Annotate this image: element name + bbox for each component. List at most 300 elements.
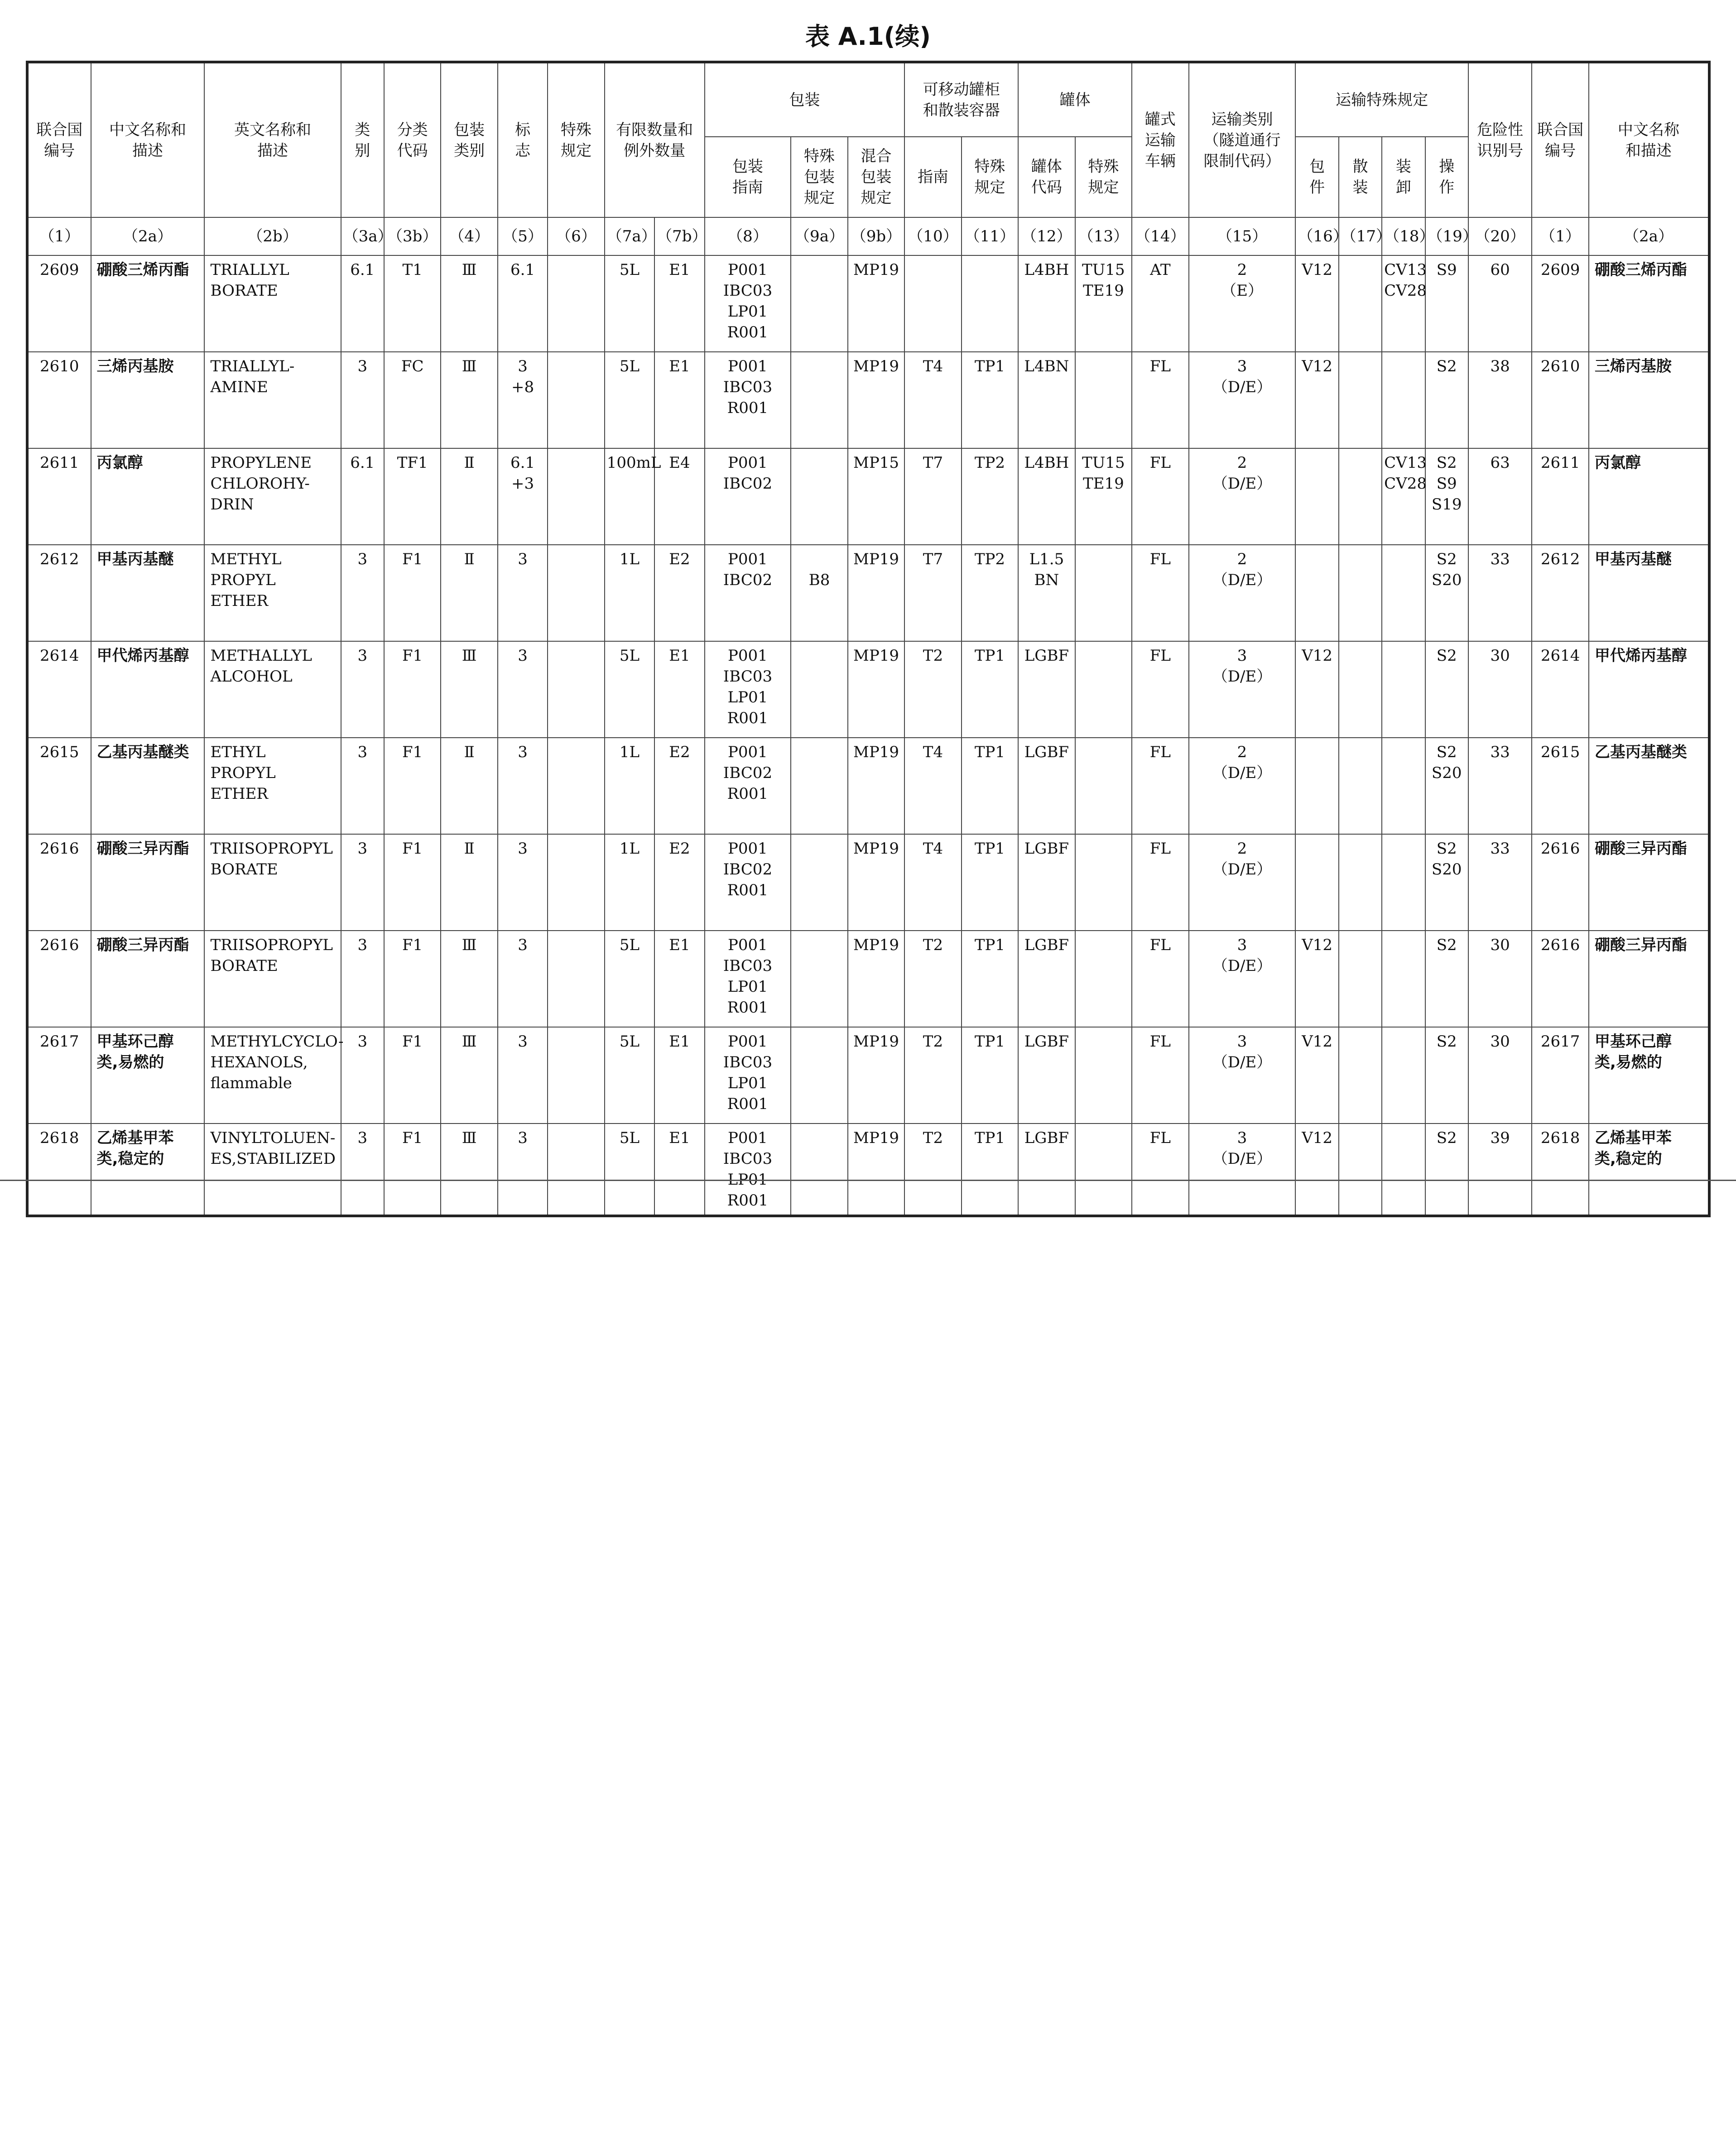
cell-excepted-quantity: E2 — [654, 545, 704, 641]
cell-mixed-packing: MP19 — [848, 738, 904, 834]
cell-bulk — [1339, 255, 1382, 352]
cell-labels: 3 — [498, 931, 548, 1027]
cell-name-cn: 甲基环己醇 类,易燃的 — [91, 1027, 205, 1124]
column-number: （11） — [962, 217, 1018, 255]
cell-special-provisions — [548, 1124, 604, 1216]
cell-operation: S2 — [1425, 352, 1468, 448]
cell-class: 6.1 — [341, 448, 384, 545]
cell-name-cn-2: 乙烯基甲苯 类,稳定的 — [1589, 1124, 1709, 1216]
cell-tank-special — [1075, 1027, 1132, 1124]
header-packaging: 包装 — [705, 62, 905, 137]
cell-operation: S2 — [1425, 641, 1468, 738]
cell-name-en: METHYL PROPYL ETHER — [204, 545, 341, 641]
cell-name-en: TRIISOPROPYL BORATE — [204, 834, 341, 931]
cell-excepted-quantity: E1 — [654, 1027, 704, 1124]
cell-portable-tank-special: TP1 — [962, 641, 1018, 738]
cell-un-no: 2616 — [27, 931, 91, 1027]
cell-tank-code: LGBF — [1018, 738, 1075, 834]
cell-transport-category: 3 （D/E） — [1189, 1124, 1296, 1216]
cell-labels: 3 — [498, 1124, 548, 1216]
cell-packages: V12 — [1295, 1027, 1338, 1124]
cell-special-provisions — [548, 352, 604, 448]
cell-tank-code: L4BN — [1018, 352, 1075, 448]
cell-limited-quantity: 5L — [605, 1027, 654, 1124]
cell-un-no: 2618 — [27, 1124, 91, 1216]
cell-tank-code: L4BH — [1018, 255, 1075, 352]
cell-un-no: 2611 — [27, 448, 91, 545]
cell-portable-tank-instructions: T2 — [904, 641, 961, 738]
cell-packing-instructions: P001 IBC02 R001 — [705, 834, 791, 931]
table-body — [27, 255, 1709, 1216]
cell-packing-group: Ⅲ — [441, 931, 497, 1027]
cell-bulk — [1339, 1027, 1382, 1124]
cell-un-no: 2617 — [27, 1027, 91, 1124]
cell-packing-group: Ⅱ — [441, 834, 497, 931]
cell-special-packing — [791, 1124, 847, 1216]
cell-tank-vehicle: FL — [1132, 1027, 1188, 1124]
cell-name-cn: 硼酸三异丙酯 — [91, 834, 205, 931]
cell-name-cn-2: 硼酸三烯丙酯 — [1589, 255, 1709, 352]
table-row — [27, 1124, 1709, 1216]
cell-un-no-2: 2616 — [1532, 834, 1588, 931]
cell-class-code: FC — [384, 352, 441, 448]
cell-bulk — [1339, 352, 1382, 448]
cell-portable-tank-instructions — [904, 255, 961, 352]
cell-mixed-packing: MP19 — [848, 931, 904, 1027]
cell-tank-special: TU15 TE19 — [1075, 255, 1132, 352]
cell-packing-group: Ⅱ — [441, 448, 497, 545]
cell-mixed-packing: MP19 — [848, 1027, 904, 1124]
cell-tank-vehicle: FL — [1132, 1124, 1188, 1216]
column-number: （3a） — [341, 217, 384, 255]
cell-un-no: 2609 — [27, 255, 91, 352]
header-tank-special: 特殊 规定 — [962, 137, 1018, 217]
cell-hazard-id: 39 — [1468, 1124, 1532, 1216]
cell-portable-tank-instructions: T4 — [904, 738, 961, 834]
cell-limited-quantity: 5L — [605, 931, 654, 1027]
table-row — [27, 545, 1709, 641]
header-transport-category: 运输类别 （隧道通行 限制代码） — [1189, 62, 1296, 217]
page-bottom-rule — [0, 1180, 1736, 1181]
header-special-packing: 特殊 包装 规定 — [791, 137, 847, 217]
cell-loading — [1382, 641, 1425, 738]
cell-loading — [1382, 352, 1425, 448]
cell-packing-instructions: P001 IBC02 — [705, 545, 791, 641]
column-number: （1） — [1532, 217, 1588, 255]
cell-class-code: TF1 — [384, 448, 441, 545]
cell-bulk — [1339, 931, 1382, 1027]
cell-packing-instructions: P001 IBC02 — [705, 448, 791, 545]
cell-name-cn: 丙氯醇 — [91, 448, 205, 545]
cell-loading — [1382, 738, 1425, 834]
table-row — [27, 641, 1709, 738]
header-instructions: 指南 — [904, 137, 961, 217]
cell-tank-vehicle: FL — [1132, 641, 1188, 738]
cell-hazard-id: 30 — [1468, 641, 1532, 738]
cell-un-no: 2615 — [27, 738, 91, 834]
cell-class-code: F1 — [384, 1027, 441, 1124]
table-row — [27, 834, 1709, 931]
cell-excepted-quantity: E1 — [654, 1124, 704, 1216]
cell-special-provisions — [548, 641, 604, 738]
cell-special-packing — [791, 352, 847, 448]
cell-class-code: F1 — [384, 1124, 441, 1216]
header-un-no: 联合国 编号 — [27, 62, 91, 217]
cell-packages — [1295, 834, 1338, 931]
column-number: （13） — [1075, 217, 1132, 255]
cell-bulk — [1339, 834, 1382, 931]
cell-name-en: METHALLYL ALCOHOL — [204, 641, 341, 738]
cell-labels: 3 — [498, 738, 548, 834]
column-number: （16） — [1295, 217, 1338, 255]
cell-un-no-2: 2610 — [1532, 352, 1588, 448]
cell-tank-special — [1075, 545, 1132, 641]
cell-bulk — [1339, 545, 1382, 641]
cell-limited-quantity: 5L — [605, 352, 654, 448]
cell-name-cn: 硼酸三烯丙酯 — [91, 255, 205, 352]
cell-excepted-quantity: E2 — [654, 738, 704, 834]
header-packing-group: 包装 类别 — [441, 62, 497, 217]
cell-un-no-2: 2618 — [1532, 1124, 1588, 1216]
cell-tank-vehicle: FL — [1132, 448, 1188, 545]
cell-un-no: 2614 — [27, 641, 91, 738]
header-tank-special-2: 特殊 规定 — [1075, 137, 1132, 217]
column-number: （19） — [1425, 217, 1468, 255]
cell-packing-instructions: P001 IBC03 LP01 R001 — [705, 255, 791, 352]
header-special-provisions: 特殊 规定 — [548, 62, 604, 217]
cell-excepted-quantity: E4 — [654, 448, 704, 545]
cell-special-packing — [791, 448, 847, 545]
cell-tank-code: L4BH — [1018, 448, 1075, 545]
column-number: （2a） — [1589, 217, 1709, 255]
cell-portable-tank-special: TP1 — [962, 931, 1018, 1027]
cell-special-packing — [791, 931, 847, 1027]
cell-hazard-id: 30 — [1468, 931, 1532, 1027]
cell-hazard-id: 33 — [1468, 545, 1532, 641]
header-un-no-2: 联合国 编号 — [1532, 62, 1588, 217]
cell-packages: V12 — [1295, 641, 1338, 738]
cell-hazard-id: 38 — [1468, 352, 1532, 448]
cell-excepted-quantity: E2 — [654, 834, 704, 931]
cell-class: 6.1 — [341, 255, 384, 352]
cell-labels: 6.1 +3 — [498, 448, 548, 545]
cell-excepted-quantity: E1 — [654, 352, 704, 448]
column-number: （5） — [498, 217, 548, 255]
cell-operation: S9 — [1425, 255, 1468, 352]
cell-special-provisions — [548, 255, 604, 352]
cell-packing-instructions: P001 IBC03 LP01 R001 — [705, 1124, 791, 1216]
cell-transport-category: 2 （D/E） — [1189, 738, 1296, 834]
cell-portable-tank-special: TP1 — [962, 1124, 1018, 1216]
cell-packages: V12 — [1295, 352, 1338, 448]
cell-tank-special — [1075, 738, 1132, 834]
column-number: （15） — [1189, 217, 1296, 255]
cell-packing-group: Ⅱ — [441, 738, 497, 834]
cell-un-no-2: 2616 — [1532, 931, 1588, 1027]
cell-transport-category: 2 （D/E） — [1189, 834, 1296, 931]
table-row — [27, 448, 1709, 545]
cell-name-cn-2: 三烯丙基胺 — [1589, 352, 1709, 448]
cell-name-en: TRIISOPROPYL BORATE — [204, 931, 341, 1027]
cell-packages: V12 — [1295, 1124, 1338, 1216]
cell-hazard-id: 33 — [1468, 738, 1532, 834]
cell-transport-category: 3 （D/E） — [1189, 352, 1296, 448]
header-name-cn-2: 中文名称 和描述 — [1589, 62, 1709, 217]
cell-packages — [1295, 448, 1338, 545]
cell-tank-special — [1075, 1124, 1132, 1216]
cell-bulk — [1339, 641, 1382, 738]
cell-transport-category: 2 （D/E） — [1189, 448, 1296, 545]
cell-class: 3 — [341, 738, 384, 834]
cell-hazard-id: 33 — [1468, 834, 1532, 931]
cell-portable-tank-special — [962, 255, 1018, 352]
cell-tank-vehicle: FL — [1132, 352, 1188, 448]
cell-name-cn: 甲代烯丙基醇 — [91, 641, 205, 738]
cell-special-packing — [791, 738, 847, 834]
cell-loading — [1382, 1124, 1425, 1216]
column-number: （4） — [441, 217, 497, 255]
table-title: 表 A.1(续) — [805, 22, 931, 51]
cell-un-no-2: 2617 — [1532, 1027, 1588, 1124]
cell-mixed-packing: MP19 — [848, 255, 904, 352]
cell-name-en: ETHYL PROPYL ETHER — [204, 738, 341, 834]
cell-packing-instructions: P001 IBC03 LP01 R001 — [705, 931, 791, 1027]
cell-tank-vehicle: FL — [1132, 545, 1188, 641]
cell-name-en: TRIALLYL- AMINE — [204, 352, 341, 448]
column-number: （9a） — [791, 217, 847, 255]
header-packing-instructions: 包装 指南 — [705, 137, 791, 217]
cell-un-no-2: 2611 — [1532, 448, 1588, 545]
cell-class: 3 — [341, 1027, 384, 1124]
cell-packing-group: Ⅲ — [441, 352, 497, 448]
cell-operation: S2 — [1425, 1027, 1468, 1124]
cell-packing-instructions: P001 IBC02 R001 — [705, 738, 791, 834]
cell-mixed-packing: MP15 — [848, 448, 904, 545]
column-number: （12） — [1018, 217, 1075, 255]
cell-transport-category: 2 （D/E） — [1189, 545, 1296, 641]
cell-class-code: F1 — [384, 931, 441, 1027]
cell-limited-quantity: 5L — [605, 255, 654, 352]
cell-tank-vehicle: AT — [1132, 255, 1188, 352]
cell-special-packing — [791, 255, 847, 352]
header-row-1 — [27, 62, 1709, 137]
cell-name-cn-2: 乙基丙基醚类 — [1589, 738, 1709, 834]
cell-portable-tank-special: TP2 — [962, 545, 1018, 641]
cell-mixed-packing: MP19 — [848, 545, 904, 641]
cell-tank-code: LGBF — [1018, 834, 1075, 931]
cell-labels: 3 — [498, 641, 548, 738]
cell-special-packing: B8 — [791, 545, 847, 641]
cell-hazard-id: 30 — [1468, 1027, 1532, 1124]
cell-mixed-packing: MP19 — [848, 352, 904, 448]
cell-labels: 3 — [498, 545, 548, 641]
cell-hazard-id: 63 — [1468, 448, 1532, 545]
column-number: （7b） — [654, 217, 704, 255]
cell-transport-category: 3 （D/E） — [1189, 931, 1296, 1027]
cell-portable-tank-instructions: T7 — [904, 545, 961, 641]
cell-labels: 3 +8 — [498, 352, 548, 448]
header-tank-vehicle: 罐式 运输 车辆 — [1132, 62, 1188, 217]
dangerous-goods-table-container — [26, 61, 1711, 1217]
cell-bulk — [1339, 1124, 1382, 1216]
column-number: （7a） — [605, 217, 654, 255]
cell-tank-vehicle: FL — [1132, 834, 1188, 931]
header-special-transport: 运输特殊规定 — [1295, 62, 1468, 137]
header-portable-tanks: 可移动罐柜 和散装容器 — [904, 62, 1018, 137]
cell-special-provisions — [548, 1027, 604, 1124]
column-number-row — [27, 217, 1709, 255]
cell-portable-tank-special: TP1 — [962, 738, 1018, 834]
column-number: （1） — [27, 217, 91, 255]
cell-packing-instructions: P001 IBC03 R001 — [705, 352, 791, 448]
cell-special-packing — [791, 834, 847, 931]
cell-transport-category: 3 （D/E） — [1189, 1027, 1296, 1124]
column-number: （2b） — [204, 217, 341, 255]
cell-portable-tank-instructions: T2 — [904, 1027, 961, 1124]
header-limited-excepted: 有限数量和 例外数量 — [605, 62, 705, 217]
column-number: （20） — [1468, 217, 1532, 255]
cell-tank-special: TU15 TE19 — [1075, 448, 1132, 545]
cell-class-code: F1 — [384, 738, 441, 834]
header-operation: 操 作 — [1425, 137, 1468, 217]
cell-portable-tank-special: TP2 — [962, 448, 1018, 545]
cell-special-provisions — [548, 738, 604, 834]
cell-packages: V12 — [1295, 931, 1338, 1027]
column-number: （6） — [548, 217, 604, 255]
header-mixed-packing: 混合 包装 规定 — [848, 137, 904, 217]
cell-class: 3 — [341, 545, 384, 641]
cell-packages — [1295, 738, 1338, 834]
column-number: （8） — [705, 217, 791, 255]
cell-tank-code: LGBF — [1018, 641, 1075, 738]
column-number: （3b） — [384, 217, 441, 255]
cell-limited-quantity: 5L — [605, 641, 654, 738]
cell-class: 3 — [341, 1124, 384, 1216]
cell-name-cn-2: 硼酸三异丙酯 — [1589, 834, 1709, 931]
header-labels: 标 志 — [498, 62, 548, 217]
cell-mixed-packing: MP19 — [848, 1124, 904, 1216]
header-loading: 装 卸 — [1382, 137, 1425, 217]
cell-loading — [1382, 545, 1425, 641]
cell-transport-category: 2 （E） — [1189, 255, 1296, 352]
cell-tank-code: LGBF — [1018, 1027, 1075, 1124]
cell-bulk — [1339, 738, 1382, 834]
cell-excepted-quantity: E1 — [654, 255, 704, 352]
cell-packages — [1295, 545, 1338, 641]
column-number: （18） — [1382, 217, 1425, 255]
cell-loading: CV13 CV28 — [1382, 448, 1425, 545]
cell-special-packing — [791, 641, 847, 738]
cell-name-cn-2: 甲代烯丙基醇 — [1589, 641, 1709, 738]
cell-class-code: F1 — [384, 641, 441, 738]
cell-name-cn: 乙基丙基醚类 — [91, 738, 205, 834]
cell-tank-special — [1075, 931, 1132, 1027]
cell-class: 3 — [341, 352, 384, 448]
header-name-cn: 中文名称和 描述 — [91, 62, 205, 217]
cell-tank-special — [1075, 641, 1132, 738]
cell-loading — [1382, 931, 1425, 1027]
cell-limited-quantity: 5L — [605, 1124, 654, 1216]
cell-tank-vehicle: FL — [1132, 738, 1188, 834]
cell-class-code: F1 — [384, 545, 441, 641]
dangerous-goods-table — [26, 61, 1711, 1217]
column-number: （14） — [1132, 217, 1188, 255]
cell-mixed-packing: MP19 — [848, 641, 904, 738]
cell-packing-group: Ⅲ — [441, 1124, 497, 1216]
cell-tank-code: LGBF — [1018, 1124, 1075, 1216]
cell-class: 3 — [341, 834, 384, 931]
cell-excepted-quantity: E1 — [654, 931, 704, 1027]
cell-tank-special — [1075, 834, 1132, 931]
cell-operation: S2 S20 — [1425, 545, 1468, 641]
cell-limited-quantity: 1L — [605, 738, 654, 834]
table-row — [27, 1027, 1709, 1124]
cell-un-no-2: 2612 — [1532, 545, 1588, 641]
cell-operation: S2 S20 — [1425, 834, 1468, 931]
cell-portable-tank-special: TP1 — [962, 352, 1018, 448]
cell-un-no: 2612 — [27, 545, 91, 641]
cell-labels: 3 — [498, 1027, 548, 1124]
cell-name-cn-2: 丙氯醇 — [1589, 448, 1709, 545]
cell-class-code: F1 — [384, 834, 441, 931]
cell-packing-group: Ⅲ — [441, 255, 497, 352]
cell-limited-quantity: 1L — [605, 545, 654, 641]
cell-loading — [1382, 1027, 1425, 1124]
cell-name-en: PROPYLENE CHLOROHY- DRIN — [204, 448, 341, 545]
cell-special-provisions — [548, 931, 604, 1027]
cell-portable-tank-special: TP1 — [962, 834, 1018, 931]
cell-special-packing — [791, 1027, 847, 1124]
cell-packing-instructions: P001 IBC03 LP01 R001 — [705, 641, 791, 738]
cell-un-no: 2610 — [27, 352, 91, 448]
cell-name-en: TRIALLYL BORATE — [204, 255, 341, 352]
header-class-code: 分类 代码 — [384, 62, 441, 217]
cell-labels: 3 — [498, 834, 548, 931]
cell-tank-code: LGBF — [1018, 931, 1075, 1027]
cell-special-provisions — [548, 448, 604, 545]
cell-name-cn: 乙烯基甲苯 类,稳定的 — [91, 1124, 205, 1216]
cell-portable-tank-instructions: T7 — [904, 448, 961, 545]
cell-limited-quantity: 1L — [605, 834, 654, 931]
cell-portable-tank-instructions: T2 — [904, 931, 961, 1027]
cell-limited-quantity: 100mL — [605, 448, 654, 545]
cell-un-no: 2616 — [27, 834, 91, 931]
header-tank-code: 罐体 代码 — [1018, 137, 1075, 217]
table-row — [27, 931, 1709, 1027]
cell-class: 3 — [341, 641, 384, 738]
cell-operation: S2 — [1425, 931, 1468, 1027]
cell-portable-tank-instructions: T4 — [904, 352, 961, 448]
cell-loading — [1382, 834, 1425, 931]
header-hazard-id: 危险性 识别号 — [1468, 62, 1532, 217]
cell-loading: CV13 CV28 — [1382, 255, 1425, 352]
cell-labels: 6.1 — [498, 255, 548, 352]
table-row — [27, 352, 1709, 448]
header-packages: 包 件 — [1295, 137, 1338, 217]
cell-name-cn-2: 硼酸三异丙酯 — [1589, 931, 1709, 1027]
cell-hazard-id: 60 — [1468, 255, 1532, 352]
column-number: （2a） — [91, 217, 205, 255]
cell-name-cn: 三烯丙基胺 — [91, 352, 205, 448]
cell-special-provisions — [548, 545, 604, 641]
table-row — [27, 255, 1709, 352]
cell-name-cn: 硼酸三异丙酯 — [91, 931, 205, 1027]
header-bulk: 散 装 — [1339, 137, 1382, 217]
cell-name-en: VINYLTOLUEN- ES,STABILIZED — [204, 1124, 341, 1216]
cell-un-no-2: 2609 — [1532, 255, 1588, 352]
cell-name-cn-2: 甲基环己醇 类,易燃的 — [1589, 1027, 1709, 1124]
cell-un-no-2: 2615 — [1532, 738, 1588, 834]
